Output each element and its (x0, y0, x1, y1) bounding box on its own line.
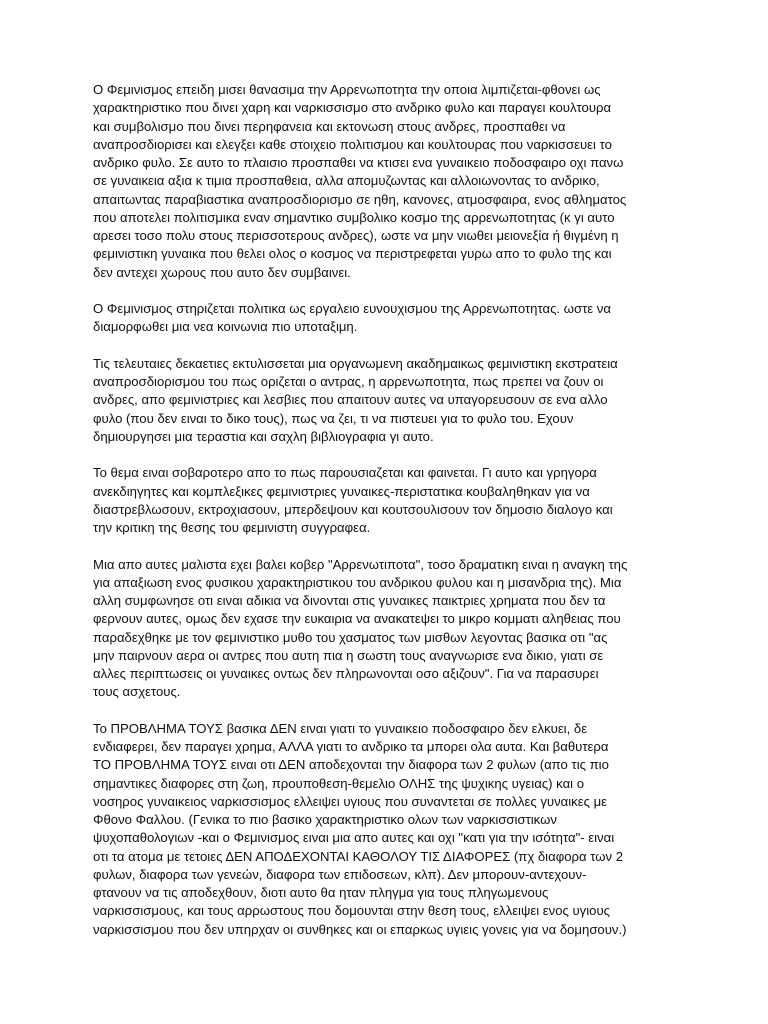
text-line: ναρκισσισμου που δεν υπηρχαν οι συνθηκες και οι επαρκως υγιεις γονεις για να δομησουν.) (93, 921, 627, 937)
paragraph-4 (93, 464, 684, 537)
text-line: φυλων, διαφορα των γενεών, διαφορα των επιδοσεων, κλπ). Δεν μπορουν-αντεχουν- (93, 866, 587, 882)
text-line: δεν αντεχει χωρους που αυτο δεν συμβαινει. (93, 264, 351, 280)
text-line: Φθονο Φαλλου. (Γενικα το πιο βασικο χαρακτηριστικο ολων των ναρκισσιστικων (93, 812, 557, 827)
paragraph-5 (93, 556, 684, 702)
text-line: Τις τελευταιες δεκαετιες εκτυλισσεται μια οργανωμενη ακαδημαικως φεμινιστικη εκστρατεια (93, 355, 618, 371)
text-line: αλλη συμφωνησε οτι ειναι αδικια να δινονται στις γυναικες παικτριες χρηματα που δεν τα (93, 593, 606, 608)
paragraph-1 (93, 81, 684, 282)
text-line: σημαντικες διαφορες στη ζωη, προυποθεση-θεμελιο ΟΛΗΣ της ψυχικης υγειας) και ο (93, 775, 585, 791)
text-line: μην παιρνουν αερα οι αντρες που αυτη πια η σωστη τους αναγνωρισε ενα δικιο, γιατι σε (93, 647, 604, 663)
text-line: δημιουργησει μια τεραστια και σαχλη βιβλιογραφια γι αυτο. (93, 428, 434, 444)
text-line: σε γυναικεια αξια κ τιμια προσπαθεια, αλλα απομυζωντας και αλλοιωνοντας το ανδρικο, (93, 173, 600, 189)
text-line: ναρκισσισμους, και τους αρρωστους που δομουνται στην θεση τους, ελλειψει ενος υγιους (93, 903, 610, 919)
text-line: φεμινιστικη γυναικα που θελει ολος ο κοσμος να περιστρεφεται γυρω απο το φυλο της και (93, 246, 612, 262)
text-line: αναπροσδιορισει και ελεγξει καθε στοιχειο πολιτισμου και κουλτουρας που ναρκισσευει το (93, 136, 612, 152)
text-line: ενδιαφερει, δεν παραγει χρημα, ΑΛΛΑ γιατι το ανδρικο τα μπορει ολα αυτα. Και βαθυτερα (93, 739, 609, 754)
text-line: Ο Φεμινισμος επειδη μισει θανασιμα την Αρρενωποτητα την οποια λιμπιζεται-φθονει ως (93, 82, 601, 97)
text-line: Μια απο αυτες μαλιστα εχει βαλει κοβερ "Αρρενωτιποτα", τοσο δραματικη ειναι η αναγκη της (93, 556, 628, 572)
text-line: αναπροσδιορισμου του πως οριζεται ο αντρας, η αρρενωποτητα, πως πρεπει να ζουν οι (93, 374, 604, 389)
text-line: ανδρικο φυλο. Σε αυτο το πλαισιο προσπαθει να κτισει ενα γυναικειο ποδοσφαιρο οχι πανω (93, 155, 624, 170)
text-line: αλλες περιπτωσεις οι γυναικες οντως δεν πληρωνονται οσο αξιζουν". Για να παρασυρει (93, 666, 599, 681)
text-line: αρεσει τοσο πολυ στους περισσοτερους ανδρες), ωστε να μην νιωθει μειονεξία ή θιγμένη η (93, 228, 619, 243)
text-line: Ο Φεμινισμος στηριζεται πολιτικα ως εργαλειο ευνουχισμου της Αρρενωποτητας. ωστε να (93, 301, 611, 316)
text-line: παραδεχθηκε με τον φεμινιστικο μυθο του χασματος των μισθων λεγοντας βασικα οτι "ας (93, 629, 608, 645)
paragraph-3 (93, 355, 684, 446)
text-line: ανδρες, απο φεμινιστριες και λεσβιες που απαιτουν αυτες να υπαγορευσουν σε ενα αλλο (93, 392, 608, 408)
text-line: οτι τα ατομα με τετοιες ΔΕΝ ΑΠΟΔΕΧΟΝΤΑΙ ΚΑΘΟΛΟΥ ΤΙΣ ΔΙΑΦΟΡΕΣ (πχ διαφορα των 2 (93, 848, 624, 864)
text-line: διαμορφωθει μια νεα κοινωνια πιο υποταξιμη. (93, 319, 358, 335)
text-line: την κριτικη της θεσης του φεμινιστη συγγραφεα. (93, 520, 371, 535)
text-line: φυλο (που δεν ειναι το δικο τους), πως να ζει, τι να πιστευει για το φυλο του. Εχουν (93, 410, 574, 426)
text-line: και συμβολισμο που δινει περηφανεια και εκτονωση στους ανδρες, προσπαθει να (93, 118, 566, 134)
text-line: ΤΟ ΠΡΟΒΛΗΜΑ ΤΟΥΣ ειναι οτι ΔΕΝ αποδεχονται την διαφορα των 2 φυλων (απο τις πιο (93, 757, 609, 773)
text-line: ψυχοπαθολογιων -και ο Φεμινισμος ειναι μια απο αυτες και οχι "κατι για την ισότητα"- ειναι (93, 830, 615, 846)
text-line: που αποτελει πολιτισμικα εναν σημαντικο συμβολικο κοσμο της αρρενωποτητας (κ γι αυτο (93, 209, 615, 225)
paragraph-6 (93, 720, 684, 939)
text-line: φερνουν αυτες, ομως δεν εχασε την ευκαιρια να ανακατεψει το μικρο κομματι αληθειας που (93, 611, 621, 627)
text-line: απαιτωντας παραβιαστικα αναπροσδιορισμο σε ηθη, κανονες, ατμοσφαιρα, ενος αθληματος (93, 191, 627, 207)
text-line: νοσηρος γυναικειος ναρκισσισμος ελλειψει υγιους που συναντεται σε πολλες γυναικες με (93, 793, 608, 809)
text-line: φτανουν να τις αποδεχθουν, διοτι αυτο θα ηταν πληγμα για τους πληγωμενους (93, 885, 549, 900)
text-line: ανεκδιηγητες και κομπλεξικες φεμινιστριες γυναικες-περιστατικα κουβαληθηκαν για να (93, 483, 590, 499)
text-line: Το ΠΡΟΒΛΗΜΑ ΤΟΥΣ βασικα ΔΕΝ ειναι γιατι το γυναικειο ποδοσφαιρο δεν ελκυει, δε (93, 720, 588, 736)
text-line: τους ασχετους. (93, 684, 181, 700)
text-line: διαστρεβλωσουν, εκτροχιασουν, μπερδεψουν και κουτσουλισουν τον δημοσιο διαλογο και (93, 501, 613, 517)
paragraph-2 (93, 300, 684, 337)
text-line: για απαξιωση ενος φυσικου χαρακτηριστικου του ανδρικου φυλου και η μισανδρια της). Μια (93, 574, 622, 590)
text-line: Το θεμα ειναι σοβαροτερο απο το πως παρουσιαζεται και φαινεται. Γι αυτο και γρηγορα (93, 465, 597, 481)
text-line: χαρακτηριστικο που δινει χαρη και ναρκισσισμο στο ανδρικο φυλο και παραγει κουλτουρα (93, 100, 612, 116)
